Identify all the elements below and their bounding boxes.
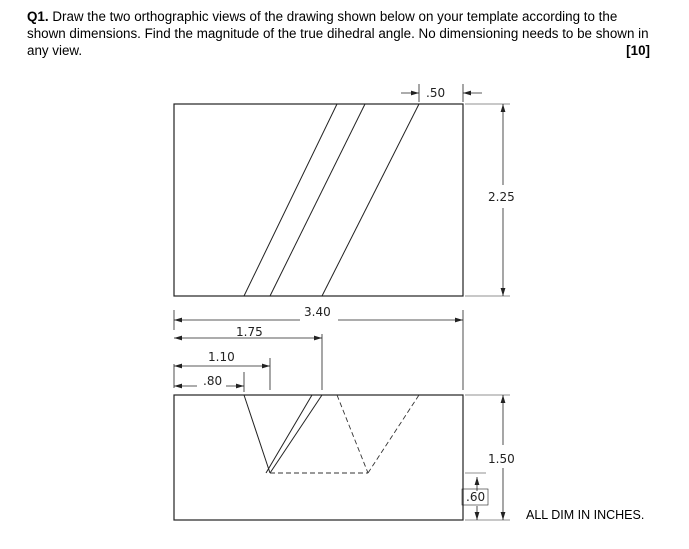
- dim-225-label: 2.25: [488, 190, 515, 204]
- dim-050: [401, 84, 482, 102]
- slot-edge-3: [322, 104, 419, 296]
- front-view-outline: [174, 395, 463, 520]
- marks-label: [10]: [626, 43, 650, 58]
- units-note: ALL DIM IN INCHES.: [526, 508, 645, 522]
- dim-175-label: 1.75: [236, 325, 263, 339]
- top-view: [174, 104, 463, 296]
- question-body: Draw the two orthographic views of the drawing shown below on your template according to the shown dimensions. Find the magnitude of the true dihedral angle. No dimensioning needs to be shown in any view.: [27, 9, 649, 58]
- dim-060-label: .60: [466, 490, 486, 504]
- v-edge-3: [266, 395, 312, 473]
- top-view-outline: [174, 104, 463, 296]
- dim-060: [462, 473, 488, 520]
- slot-edge-1: [244, 104, 337, 296]
- dim-110-label: 1.10: [208, 350, 235, 364]
- question-number: Q1.: [27, 9, 49, 24]
- dim-175: [174, 325, 322, 390]
- v-edge-2: [270, 395, 322, 473]
- dim-050-label: .50: [426, 86, 446, 100]
- dim-340-label: 3.40: [304, 305, 331, 319]
- front-view: [174, 395, 463, 520]
- hidden-edge-2: [337, 395, 368, 473]
- v-edge-1: [244, 395, 270, 473]
- dim-080-label: .80: [203, 374, 223, 388]
- hidden-edge-3: [368, 395, 419, 473]
- dim-150-label: 1.50: [488, 452, 515, 466]
- dim-225: [465, 104, 515, 296]
- slot-edge-2: [270, 104, 365, 296]
- dim-080: [174, 372, 244, 392]
